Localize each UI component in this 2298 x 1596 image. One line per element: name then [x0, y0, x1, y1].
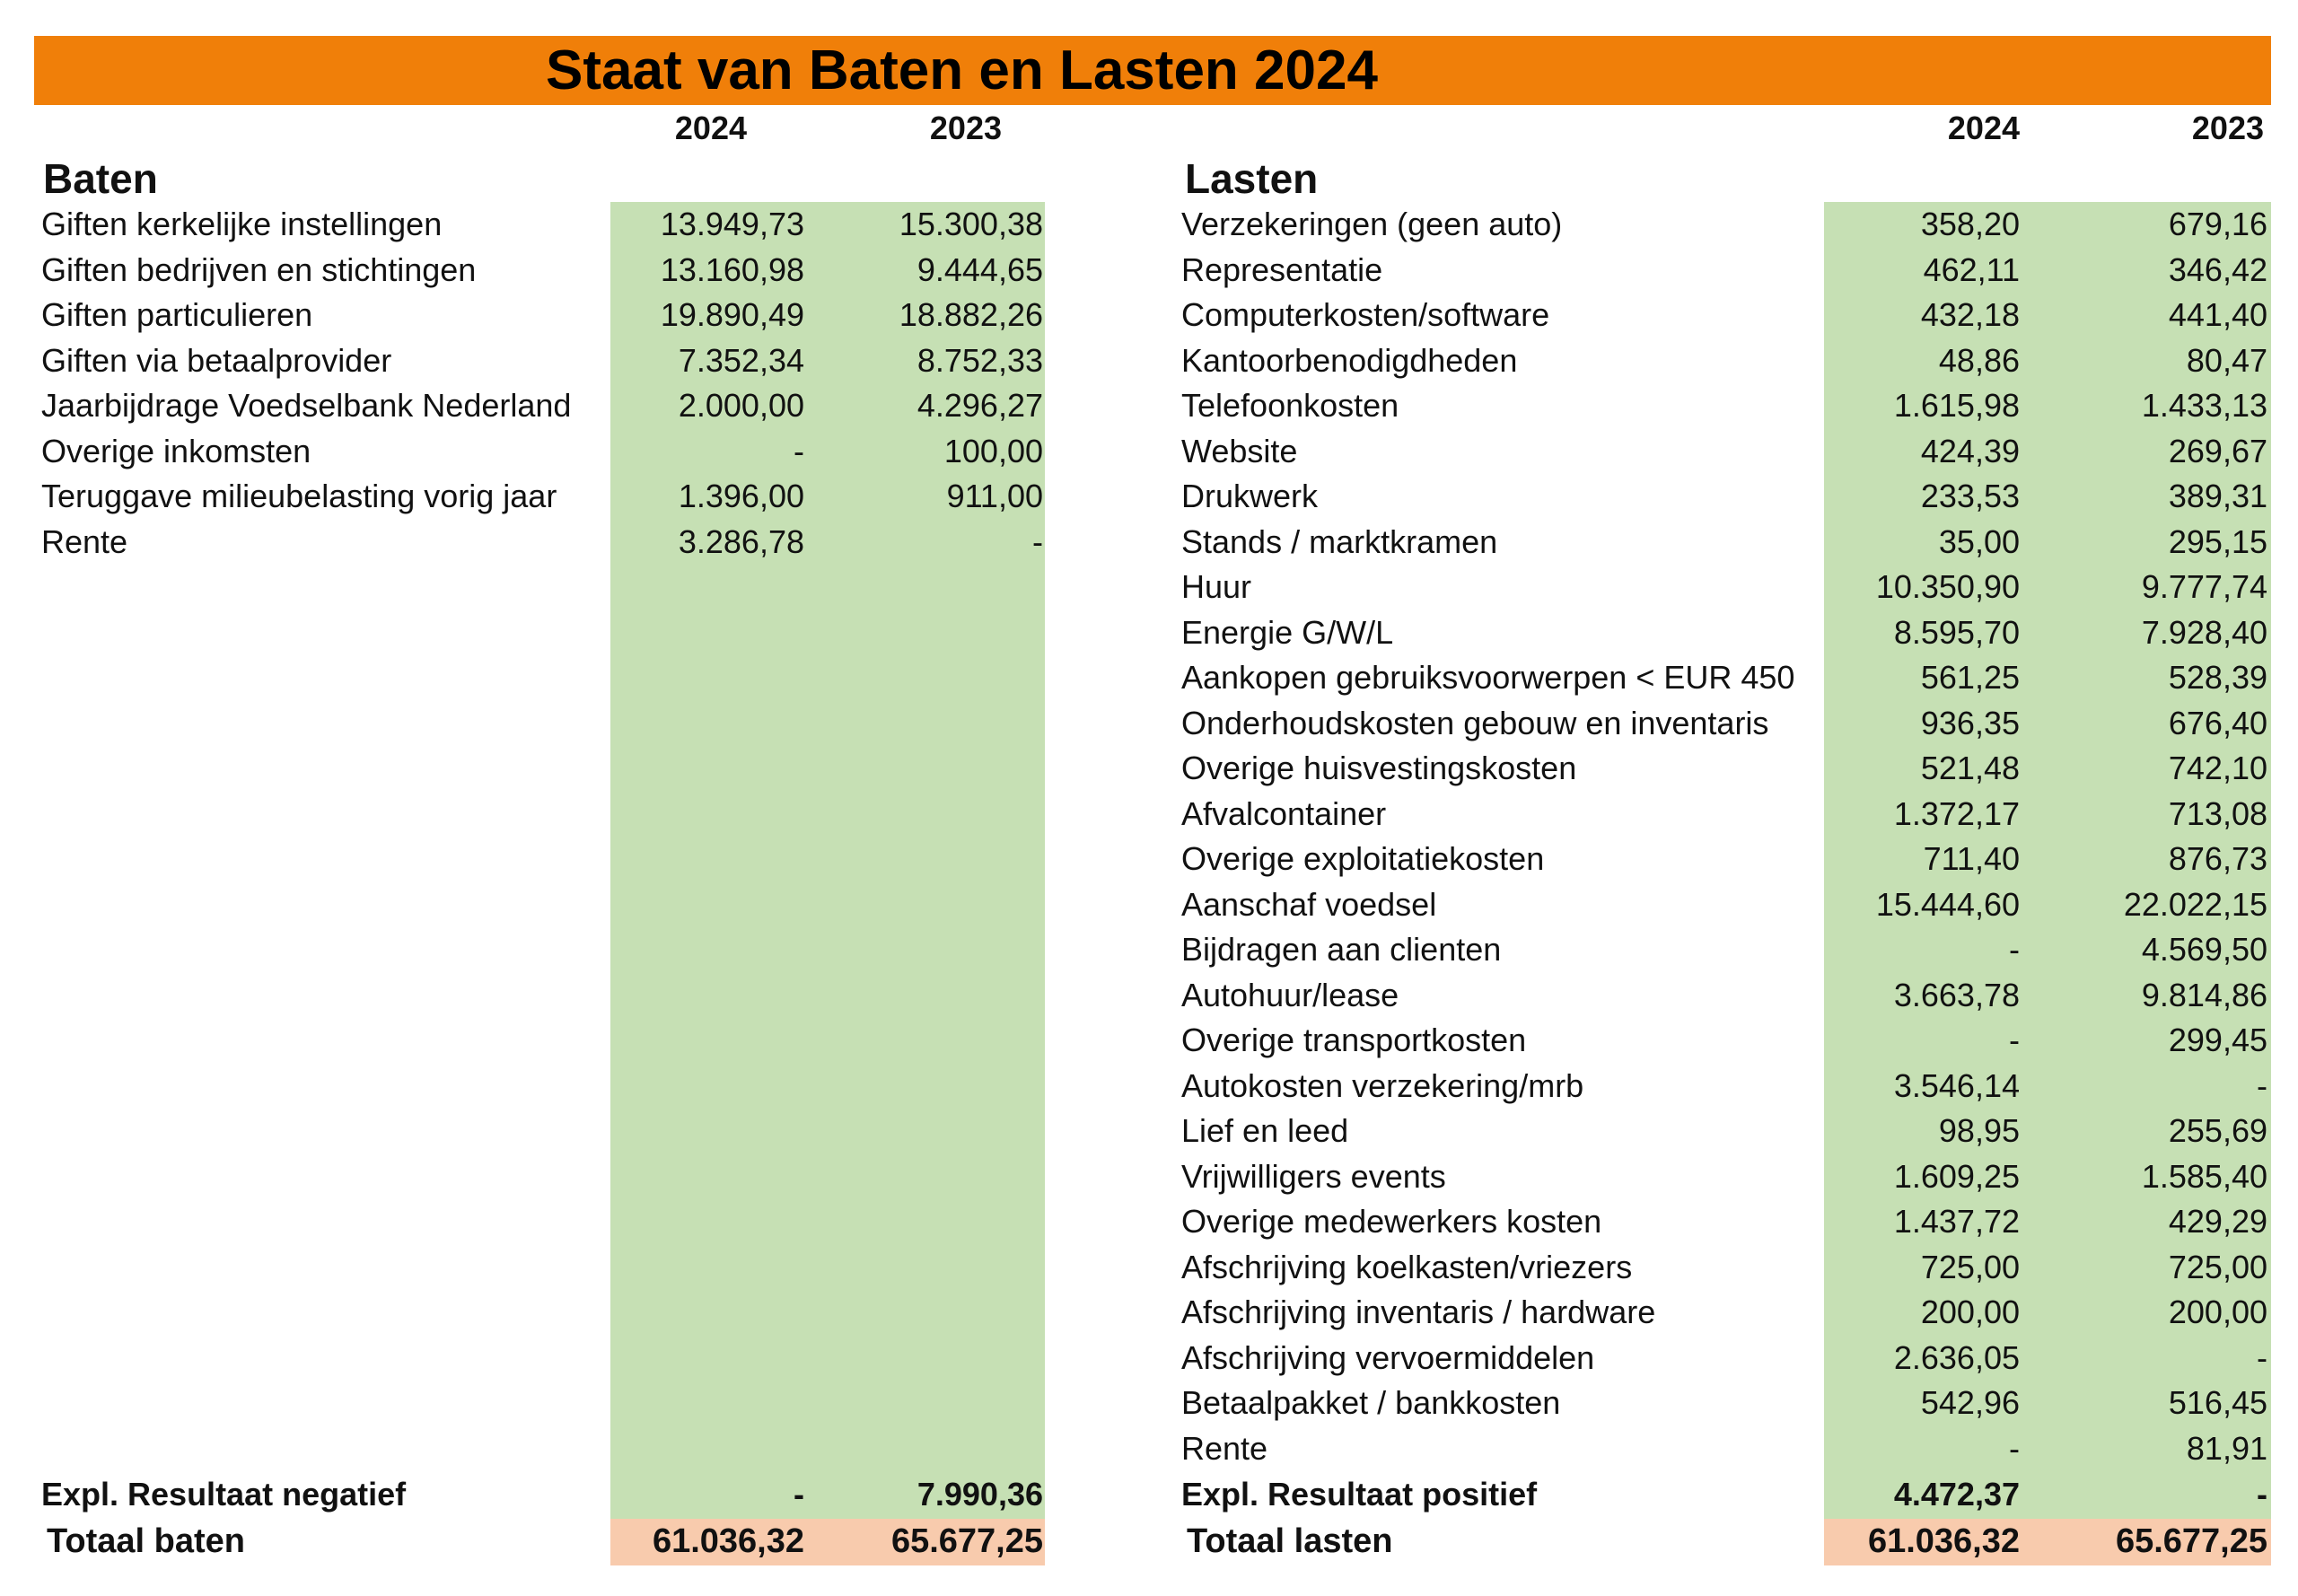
lasten-heading: Lasten: [1185, 155, 1319, 202]
lasten-item-value-2023: 1.433,13: [2141, 387, 2267, 424]
lasten-item-value-2023: -: [2257, 1067, 2267, 1104]
baten-item-label: Rente: [41, 523, 128, 560]
lasten-item-row: [0, 1336, 2298, 1381]
lasten-item-row: [0, 837, 2298, 881]
lasten-item-label: Verzekeringen (geen auto): [1181, 206, 1563, 242]
lasten-item-label: Overige medewerkers kosten: [1181, 1203, 1602, 1240]
lasten-item-value-2024: 1.615,98: [1893, 387, 2020, 424]
lasten-item-value-2024: 358,20: [1920, 206, 2020, 242]
lasten-item-label: Afschrijving koelkasten/vriezers: [1181, 1249, 1633, 1285]
baten-item-label: Overige inkomsten: [41, 433, 311, 469]
baten-item-value-2024: 7.352,34: [678, 342, 804, 379]
baten-item-value-2023: 8.752,33: [917, 342, 1043, 379]
lasten-item-value-2023: 81,91: [2186, 1430, 2267, 1467]
lasten-item-value-2024: 1.609,25: [1893, 1158, 2020, 1195]
lasten-item-row: [0, 792, 2298, 837]
lasten-item-value-2023: 346,42: [2168, 251, 2267, 288]
lasten-item-value-2024: 542,96: [1920, 1384, 2020, 1421]
lasten-item-value-2024: 725,00: [1920, 1249, 2020, 1285]
lasten-item-label: Afschrijving inventaris / hardware: [1181, 1293, 1656, 1330]
baten-year-2024-header: 2024: [674, 110, 747, 146]
lasten-item-label: Aanschaf voedsel: [1181, 886, 1437, 923]
baten-item-label: Giften kerkelijke instellingen: [41, 206, 443, 242]
baten-total-label: Totaal baten: [47, 1522, 245, 1560]
lasten-item-row: [0, 248, 2298, 293]
lasten-item-label: Computerkosten/software: [1181, 296, 1550, 333]
lasten-item-label: Autokosten verzekering/mrb: [1181, 1067, 1584, 1104]
lasten-item-value-2023: 429,29: [2168, 1203, 2267, 1240]
lasten-item-row: [0, 1154, 2298, 1199]
lasten-item-row: [0, 1018, 2298, 1063]
baten-item-value-2023: 911,00: [946, 478, 1043, 514]
lasten-item-value-2024: 711,40: [1923, 840, 2020, 877]
lasten-item-row: [0, 565, 2298, 609]
baten-item-value-2024: 1.396,00: [678, 478, 804, 514]
lasten-item-label: Rente: [1181, 1430, 1268, 1467]
lasten-item-value-2023: 200,00: [2168, 1293, 2267, 1330]
lasten-item-value-2023: 676,40: [2168, 705, 2267, 741]
baten-heading: Baten: [43, 155, 158, 202]
baten-item-value-2023: 9.444,65: [917, 251, 1043, 288]
lasten-item-value-2023: 80,47: [2186, 342, 2267, 379]
lasten-item-label: Afvalcontainer: [1181, 795, 1387, 832]
baten-total-value-2023: 65.677,25: [890, 1522, 1043, 1560]
title-bar: [34, 36, 2271, 105]
lasten-item-value-2023: 441,40: [2168, 296, 2267, 333]
lasten-item-value-2023: 9.777,74: [2141, 568, 2267, 605]
lasten-item-row: [0, 1381, 2298, 1425]
lasten-item-row: [0, 610, 2298, 655]
lasten-item-value-2023: 876,73: [2168, 840, 2267, 877]
lasten-item-row: [0, 746, 2298, 791]
lasten-result-label: Expl. Resultaat positief: [1181, 1476, 1538, 1513]
lasten-item-value-2024: 521,48: [1920, 750, 2020, 786]
lasten-item-value-2023: 713,08: [2168, 795, 2267, 832]
baten-total-value-2024: 61.036,32: [652, 1522, 804, 1560]
lasten-item-value-2024: 2.636,05: [1893, 1339, 2020, 1376]
lasten-item-value-2024: 3.546,14: [1893, 1067, 2020, 1104]
lasten-item-label: Afschrijving vervoermiddelen: [1181, 1339, 1595, 1376]
lasten-item-value-2024: 15.444,60: [1875, 886, 2020, 923]
lasten-item-value-2023: 255,69: [2168, 1112, 2267, 1149]
lasten-item-row: [0, 927, 2298, 972]
lasten-item-value-2023: -: [2257, 1339, 2267, 1376]
baten-item-label: Jaarbijdrage Voedselbank Nederland: [41, 387, 572, 424]
lasten-item-value-2024: -: [2009, 931, 2020, 968]
lasten-item-label: Autohuur/lease: [1181, 977, 1399, 1013]
lasten-item-label: Energie G/W/L: [1181, 614, 1394, 651]
lasten-item-row: [0, 202, 2298, 247]
baten-item-value-2023: 100,00: [943, 433, 1043, 469]
baten-item-value-2023: -: [1032, 523, 1043, 560]
lasten-item-value-2023: 269,67: [2168, 433, 2267, 469]
lasten-item-label: Vrijwilligers events: [1181, 1158, 1446, 1195]
lasten-item-label: Stands / marktkramen: [1181, 523, 1498, 560]
baten-item-label: Teruggave milieubelasting vorig jaar: [41, 478, 557, 514]
lasten-item-row: [0, 429, 2298, 474]
baten-item-value-2023: 4.296,27: [917, 387, 1043, 424]
lasten-item-value-2023: 4.569,50: [2141, 931, 2267, 968]
lasten-item-value-2023: 299,45: [2168, 1022, 2267, 1058]
lasten-item-row: [0, 1064, 2298, 1109]
lasten-item-label: Betaalpakket / bankkosten: [1181, 1384, 1561, 1421]
baten-item-value-2024: 19.890,49: [660, 296, 804, 333]
lasten-item-value-2023: 22.022,15: [2123, 886, 2267, 923]
lasten-item-label: Overige transportkosten: [1181, 1022, 1527, 1058]
lasten-item-row: [0, 293, 2298, 338]
lasten-item-row: [0, 973, 2298, 1018]
baten-result-value-2023: 7.990,36: [917, 1476, 1043, 1513]
lasten-item-value-2024: 8.595,70: [1893, 614, 2020, 651]
lasten-item-value-2023: 1.585,40: [2141, 1158, 2267, 1195]
lasten-item-label: Telefoonkosten: [1181, 387, 1399, 424]
lasten-item-row: [0, 1290, 2298, 1335]
lasten-item-label: Website: [1181, 433, 1298, 469]
lasten-item-value-2024: 48,86: [1938, 342, 2020, 379]
baten-result-label: Expl. Resultaat negatief: [41, 1476, 407, 1513]
lasten-item-row: [0, 520, 2298, 565]
lasten-item-row: [0, 338, 2298, 383]
lasten-item-value-2023: 516,45: [2168, 1384, 2267, 1421]
lasten-item-value-2024: 936,35: [1920, 705, 2020, 741]
lasten-item-label: Aankopen gebruiksvoorwerpen < EUR 450: [1181, 659, 1795, 696]
lasten-item-row: [0, 1199, 2298, 1244]
baten-item-value-2024: 13.160,98: [660, 251, 804, 288]
lasten-item-value-2024: 432,18: [1920, 296, 2020, 333]
lasten-item-row: [0, 1245, 2298, 1290]
lasten-item-value-2024: 200,00: [1920, 1293, 2020, 1330]
lasten-item-label: Overige huisvestingskosten: [1181, 750, 1577, 786]
lasten-total-value-2023: 65.677,25: [2115, 1522, 2267, 1560]
lasten-total-row: [0, 1519, 2298, 1564]
lasten-item-row: [0, 1109, 2298, 1153]
lasten-year-2024-header: 2024: [1947, 110, 2020, 146]
lasten-item-label: Kantoorbenodigdheden: [1181, 342, 1518, 379]
lasten-item-value-2023: 742,10: [2168, 750, 2267, 786]
lasten-item-value-2023: 528,39: [2168, 659, 2267, 696]
lasten-item-value-2023: 389,31: [2168, 478, 2267, 514]
lasten-item-label: Lief en leed: [1181, 1112, 1349, 1149]
lasten-item-value-2024: 1.372,17: [1893, 795, 2020, 832]
lasten-item-value-2024: -: [2009, 1430, 2020, 1467]
lasten-result-value-2023: -: [2257, 1476, 2267, 1513]
lasten-item-value-2024: 35,00: [1938, 523, 2020, 560]
lasten-item-value-2024: 424,39: [1920, 433, 2020, 469]
baten-item-label: Giften via betaalprovider: [41, 342, 392, 379]
lasten-item-row: [0, 1426, 2298, 1471]
lasten-item-label: Overige exploitatiekosten: [1181, 840, 1545, 877]
lasten-item-value-2023: 725,00: [2168, 1249, 2267, 1285]
lasten-item-value-2023: 7.928,40: [2141, 614, 2267, 651]
lasten-item-value-2024: 98,95: [1938, 1112, 2020, 1149]
lasten-total-value-2024: 61.036,32: [1867, 1522, 2020, 1560]
lasten-item-value-2023: 679,16: [2168, 206, 2267, 242]
page-title: Staat van Baten en Lasten 2024: [546, 39, 1378, 101]
lasten-result-value-2024: 4.472,37: [1893, 1476, 2020, 1513]
lasten-item-value-2024: 233,53: [1920, 478, 2020, 514]
lasten-item-value-2024: 1.437,72: [1893, 1203, 2020, 1240]
baten-result-value-2024: -: [794, 1476, 804, 1513]
lasten-item-value-2023: 9.814,86: [2141, 977, 2267, 1013]
lasten-item-label: Drukwerk: [1181, 478, 1319, 514]
baten-item-value-2024: 2.000,00: [678, 387, 804, 424]
lasten-item-row: [0, 474, 2298, 519]
baten-item-value-2024: -: [794, 433, 804, 469]
lasten-item-value-2024: 3.663,78: [1893, 977, 2020, 1013]
lasten-item-row: [0, 655, 2298, 700]
lasten-result-row: [0, 1472, 2298, 1517]
lasten-item-label: Bijdragen aan clienten: [1181, 931, 1502, 968]
lasten-item-value-2024: -: [2009, 1022, 2020, 1058]
baten-item-label: Giften bedrijven en stichtingen: [41, 251, 477, 288]
lasten-item-value-2024: 462,11: [1923, 251, 2020, 288]
lasten-item-label: Huur: [1181, 568, 1252, 605]
baten-item-value-2024: 13.949,73: [660, 206, 804, 242]
lasten-item-label: Representatie: [1181, 251, 1383, 288]
baten-item-value-2023: 15.300,38: [899, 206, 1043, 242]
lasten-item-row: [0, 882, 2298, 927]
baten-item-label: Giften particulieren: [41, 296, 313, 333]
lasten-total-label: Totaal lasten: [1187, 1522, 1393, 1560]
lasten-year-2023-header: 2023: [2191, 110, 2264, 146]
lasten-item-row: [0, 383, 2298, 428]
lasten-item-value-2023: 295,15: [2168, 523, 2267, 560]
lasten-item-row: [0, 701, 2298, 746]
baten-item-value-2024: 3.286,78: [678, 523, 804, 560]
lasten-item-value-2024: 10.350,90: [1875, 568, 2020, 605]
baten-year-2023-header: 2023: [929, 110, 1002, 146]
lasten-item-label: Onderhoudskosten gebouw en inventaris: [1181, 705, 1769, 741]
lasten-item-value-2024: 561,25: [1920, 659, 2020, 696]
baten-item-value-2023: 18.882,26: [899, 296, 1043, 333]
